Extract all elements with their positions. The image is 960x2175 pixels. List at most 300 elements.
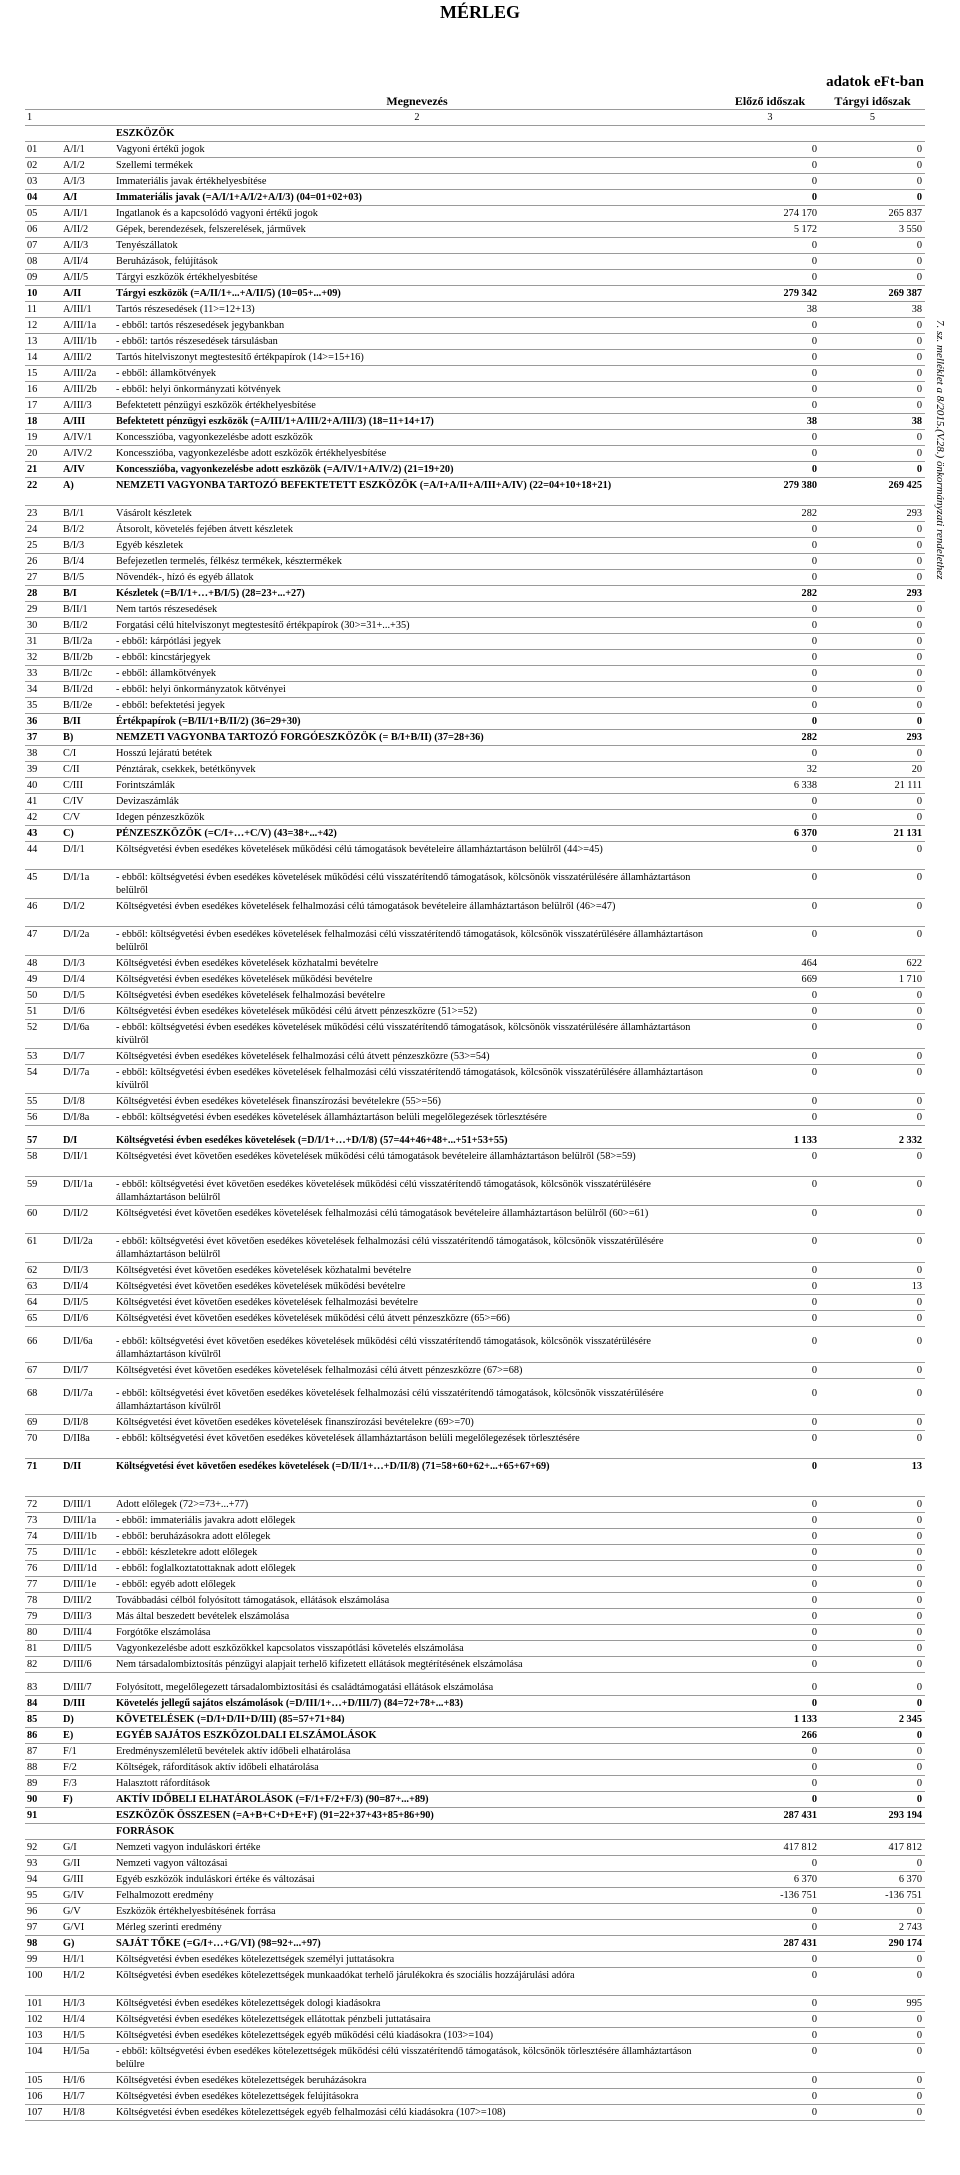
row-code: A/IV/2 — [63, 448, 93, 459]
row-description: Immateriális javak (=A/I/1+A/I/2+A/I/3) (04=01+02+03) — [116, 192, 362, 203]
row-previous-value: 0 — [811, 872, 817, 883]
row-description: Költségvetési évben esedékes kötelezettségek dologi kiadásokra — [116, 1998, 381, 2009]
row-number: 28 — [27, 588, 38, 599]
table-row — [25, 2105, 925, 2121]
row-code: A/III/1 — [63, 304, 92, 315]
row-description: SAJÁT TŐKE (=G/I+…+G/VI) (98=92+...+97) — [116, 1938, 321, 1949]
row-current-value: 0 — [916, 1794, 922, 1805]
row-code: D/III/3 — [63, 1611, 92, 1622]
row-code: D/I/8a — [63, 1112, 90, 1123]
row-code: B) — [63, 732, 74, 743]
row-previous-value: 279 342 — [783, 288, 817, 299]
row-current-value: 0 — [916, 604, 922, 615]
row-current-value — [820, 1824, 925, 1826]
table-row — [25, 1149, 925, 1177]
row-code: H/I/5 — [63, 2030, 85, 2041]
table-row — [25, 2073, 925, 2089]
row-description: Folyósított, megelőlegezett társadalombiztosítási és családtámogatási ellátások elszámolása — [116, 1682, 494, 1693]
header-current-period: Tárgyi időszak — [834, 94, 911, 108]
row-code: D/II — [63, 1461, 82, 1472]
row-description: Költségvetési évet követően esedékes követelések működési célú átvett pénzeszközre (65>=66) — [116, 1313, 510, 1324]
table-row — [25, 1279, 925, 1295]
row-code — [61, 1808, 114, 1810]
row-code: C/III — [63, 780, 84, 791]
table-row — [25, 1593, 925, 1609]
row-previous-value: 287 431 — [783, 1938, 817, 1949]
row-current-value: 3 550 — [898, 224, 922, 235]
table-row — [25, 899, 925, 927]
row-current-value: 0 — [916, 1858, 922, 1869]
row-number: 05 — [27, 208, 38, 219]
table-row — [25, 2089, 925, 2105]
row-current-value: 0 — [916, 352, 922, 363]
table-row — [25, 1952, 925, 1968]
row-description: EGYÉB SAJÁTOS ESZKÖZOLDALI ELSZÁMOLÁSOK — [116, 1730, 377, 1741]
row-number: 90 — [27, 1794, 38, 1805]
row-previous-value: 0 — [811, 448, 817, 459]
row-previous-value: 0 — [811, 716, 817, 727]
row-description: Költségvetési évet követően esedékes követelések közhatalmi bevételre — [116, 1265, 412, 1276]
row-previous-value: 0 — [811, 604, 817, 615]
row-current-value: 0 — [916, 2046, 922, 2057]
row-previous-value: 0 — [811, 1698, 817, 1709]
row-description: Költségvetési évben esedékes követelések felhalmozási célú átvett pénzeszközre (53>=54) — [116, 1051, 490, 1062]
row-previous-value: 0 — [811, 1762, 817, 1773]
row-description: - ebből: költségvetési évet követően esedékes követelések működési célú visszatérítendő támogatások, kölcsönök visszatérülésére államháztartáson belülről — [116, 1179, 651, 1203]
row-number: 95 — [27, 1890, 38, 1901]
table-row — [25, 554, 925, 570]
row-description: Egyéb eszközök induláskori értéke és változásai — [116, 1874, 315, 1885]
row-code: A/I/1 — [63, 144, 85, 155]
row-description: - ebből: költségvetési évet követően esedékes követelések felhalmozási célú visszatérítendő támogatások, kölcsönök visszatérülésére államháztartáson belülről — [116, 1236, 664, 1260]
row-description: NEMZETI VAGYONBA TARTOZÓ FORGÓESZKÖZÖK (= B/I+B/II) (37=28+36) — [116, 732, 484, 743]
row-description: - ebből: beruházásokra adott előlegek — [116, 1531, 271, 1542]
row-description: - ebből: költségvetési évet követően esedékes követelések államháztartáson belüli megelőlegezések törlesztésére — [116, 1433, 580, 1444]
row-code — [61, 1824, 114, 1826]
row-previous-value: 0 — [811, 2046, 817, 2057]
table-row — [25, 730, 925, 746]
row-number: 100 — [27, 1970, 43, 1981]
row-code: G/III — [63, 1874, 84, 1885]
row-number: 11 — [27, 304, 37, 315]
row-description: Halasztott ráfordítások — [116, 1778, 211, 1789]
row-previous-value: 0 — [811, 1595, 817, 1606]
row-number: 82 — [27, 1659, 38, 1670]
row-previous-value: 0 — [811, 1627, 817, 1638]
row-current-value: 0 — [916, 1746, 922, 1757]
table-row — [25, 1920, 925, 1936]
row-code: H/I/6 — [63, 2075, 85, 2086]
row-number: 29 — [27, 604, 38, 615]
row-code: G) — [63, 1938, 75, 1949]
spacer-row — [25, 1379, 925, 1386]
row-code: A) — [63, 480, 74, 491]
row-code: D/II/2a — [63, 1236, 93, 1247]
row-current-value: 290 174 — [888, 1938, 922, 1949]
row-current-value: 0 — [916, 1236, 922, 1247]
table-row — [25, 1996, 925, 2012]
table-row — [25, 1808, 925, 1824]
row-description: Költségvetési évben esedékes követelések (=D/I/1+…+D/I/8) (57=44+46+48+...+51+53+55) — [116, 1135, 508, 1146]
row-current-value: 0 — [916, 990, 922, 1001]
row-previous-value: 0 — [811, 844, 817, 855]
row-current-value: 0 — [916, 1151, 922, 1162]
row-number: 22 — [27, 480, 38, 491]
row-description: Költségvetési évet követően esedékes követelések felhalmozási célú támogatások bevételeire államháztartáson belülről (60>=61) — [116, 1208, 649, 1219]
balance-sheet-table — [25, 94, 925, 2121]
table-row — [25, 318, 925, 334]
column-index-row — [25, 110, 925, 126]
table-row — [25, 1888, 925, 1904]
row-code: D/II/1 — [63, 1151, 89, 1162]
row-description: - ebből: költségvetési évben esedékes követelések államháztartáson belüli megelőlegezések törlesztésére — [116, 1112, 547, 1123]
row-number: 86 — [27, 1730, 38, 1741]
row-previous-value: 0 — [811, 1778, 817, 1789]
row-current-value: 0 — [916, 160, 922, 171]
row-description: Költségvetési évben esedékes követelések felhalmozási célú támogatások bevételeire államháztartáson belülről (46>=47) — [116, 901, 616, 912]
row-previous-value: 0 — [811, 684, 817, 695]
table-row — [25, 2044, 925, 2073]
table-row — [25, 1133, 925, 1149]
row-code: A/III/3 — [63, 400, 92, 411]
row-description: Vagyoni értékű jogok — [116, 144, 205, 155]
row-code: D/I/1 — [63, 844, 85, 855]
table-row — [25, 126, 925, 142]
row-code: A/I — [63, 192, 78, 203]
row-current-value: 0 — [916, 176, 922, 187]
row-code: D/II/1a — [63, 1179, 93, 1190]
row-code: D/II/6 — [63, 1313, 89, 1324]
row-number: 20 — [27, 448, 38, 459]
row-description: Költségvetési évet követően esedékes követelések finanszírozási bevételekre (69>=70) — [116, 1417, 474, 1428]
row-number: 45 — [27, 872, 38, 883]
row-code: B/II — [63, 716, 81, 727]
row-previous-value: 0 — [811, 540, 817, 551]
table-row — [25, 682, 925, 698]
row-current-value — [820, 126, 925, 128]
table-row — [25, 1529, 925, 1545]
row-description: Pénztárak, csekkek, betétkönyvek — [116, 764, 256, 775]
row-code: B/I/3 — [63, 540, 85, 551]
row-previous-value: 464 — [801, 958, 817, 969]
row-current-value: 0 — [916, 400, 922, 411]
row-previous-value: 0 — [811, 1858, 817, 1869]
row-code: C/IV — [63, 796, 84, 807]
row-current-value: 0 — [916, 432, 922, 443]
row-description: Költségvetési évben esedékes kötelezettségek ellátottak pénzbeli juttatásaira — [116, 2014, 431, 2025]
row-number: 47 — [27, 929, 38, 940]
row-description: Költségvetési évben esedékes kötelezettségek munkaadókat terhelő járulékokra és szociális hozzájárulási adóra — [116, 1970, 575, 1981]
row-previous-value: 417 812 — [783, 1842, 817, 1853]
row-previous-value: 0 — [811, 432, 817, 443]
row-description: Forgatási célú hitelviszonyt megtestesítő értékpapírok (30>=31+...+35) — [116, 620, 410, 631]
table-row — [25, 1459, 925, 1497]
row-previous-value — [720, 1824, 820, 1826]
row-current-value: 0 — [916, 2075, 922, 2086]
row-previous-value: 0 — [811, 256, 817, 267]
row-code: D/III/5 — [63, 1643, 92, 1654]
row-previous-value: 0 — [811, 1643, 817, 1654]
row-previous-value: 0 — [811, 384, 817, 395]
row-current-value: 0 — [916, 144, 922, 155]
row-number: 13 — [27, 336, 38, 347]
row-previous-value: 0 — [811, 1417, 817, 1428]
row-code: G/I — [63, 1842, 77, 1853]
table-row — [25, 462, 925, 478]
row-code: B/II/2 — [63, 620, 88, 631]
row-current-value: 0 — [916, 448, 922, 459]
row-current-value: 0 — [916, 464, 922, 475]
row-number: 12 — [27, 320, 38, 331]
table-row — [25, 1657, 925, 1673]
row-description: - ebből: államkötvények — [116, 668, 217, 679]
row-current-value: 0 — [916, 1730, 922, 1741]
row-description: Értékpapírok (=B/II/1+B/II/2) (36=29+30) — [116, 716, 301, 727]
row-current-value: 1 710 — [898, 974, 922, 985]
row-description: Költségvetési évet követően esedékes követelések működési bevételre — [116, 1281, 406, 1292]
row-code: C/V — [63, 812, 81, 823]
row-previous-value: 0 — [811, 1531, 817, 1542]
table-row — [25, 1680, 925, 1696]
row-description: Szellemi termékek — [116, 160, 193, 171]
row-code: A/II/4 — [63, 256, 89, 267]
row-code: B/I/5 — [63, 572, 85, 583]
row-current-value: 0 — [916, 2107, 922, 2118]
row-code: D/I/7 — [63, 1051, 85, 1062]
table-row — [25, 1497, 925, 1513]
row-description: Koncesszióba, vagyonkezelésbe adott eszközök (=A/IV/1+A/IV/2) (21=19+20) — [116, 464, 454, 475]
row-description: Költségvetési évet követően esedékes követelések működési célú támogatások bevételeire államháztartáson belülről (58>=59) — [116, 1151, 636, 1162]
row-description: - ebből: költségvetési évet követően esedékes követelések működési célú visszatérítendő támogatások, kölcsönök visszatérülésére államháztartáson kívülről — [116, 1336, 651, 1360]
row-previous-value: 0 — [811, 2030, 817, 2041]
row-number: 93 — [27, 1858, 38, 1869]
table-row — [25, 366, 925, 382]
row-current-value: 0 — [916, 1208, 922, 1219]
row-previous-value: 0 — [811, 2014, 817, 2025]
row-current-value: 38 — [911, 304, 922, 315]
table-row — [25, 842, 925, 870]
row-number: 44 — [27, 844, 38, 855]
row-number — [25, 1824, 61, 1826]
table-row — [25, 1696, 925, 1712]
annex-note: 7. sz. melléklet a 8/2015.(V.28.) önkormányzati rendelethez — [934, 320, 946, 580]
table-row — [25, 446, 925, 462]
table-row — [25, 1020, 925, 1049]
row-current-value: 0 — [916, 1179, 922, 1190]
row-previous-value: 0 — [811, 929, 817, 940]
row-description: Költségvetési évben esedékes kötelezettségek személyi juttatásokra — [116, 1954, 395, 1965]
row-code: D/II8a — [63, 1433, 90, 1444]
row-code: D/III/6 — [63, 1659, 92, 1670]
row-number: 51 — [27, 1006, 38, 1017]
row-code: D/I/2 — [63, 901, 85, 912]
row-description: Költségek, ráfordítások aktív időbeli elhatárolása — [116, 1762, 319, 1773]
row-number: 03 — [27, 176, 38, 187]
row-number: 63 — [27, 1281, 38, 1292]
row-previous-value: 32 — [806, 764, 817, 775]
row-description: Befektetett pénzügyi eszközök (=A/III/1+A/III/2+A/III/3) (18=11+14+17) — [116, 416, 434, 427]
row-description: - ebből: tartós részesedések jegybankban — [116, 320, 285, 331]
row-code: H/I/2 — [63, 1970, 85, 1981]
row-description: Költségvetési évben esedékes kötelezettségek beruházásokra — [116, 2075, 367, 2086]
row-description: Követelés jellegű sajátos elszámolások (=D/III/1+…+D/III/7) (84=72+78+...+83) — [116, 1698, 464, 1709]
row-previous-value: 0 — [811, 1906, 817, 1917]
index-code — [61, 110, 114, 112]
row-current-value: 20 — [911, 764, 922, 775]
table-body — [25, 126, 925, 2121]
table-row — [25, 1968, 925, 1996]
row-previous-value: 38 — [806, 304, 817, 315]
row-number: 87 — [27, 1746, 38, 1757]
row-current-value: 0 — [916, 1682, 922, 1693]
row-number: 14 — [27, 352, 38, 363]
row-previous-value: 0 — [811, 1051, 817, 1062]
row-number: 09 — [27, 272, 38, 283]
table-row — [25, 522, 925, 538]
table-row — [25, 506, 925, 522]
row-previous-value: 0 — [811, 796, 817, 807]
row-current-value: 269 387 — [888, 288, 922, 299]
row-current-value: 0 — [916, 1022, 922, 1033]
row-code: B/I — [63, 588, 77, 599]
row-number: 18 — [27, 416, 38, 427]
row-description: Költségvetési évet követően esedékes követelések felhalmozási bevételre — [116, 1297, 418, 1308]
row-description: Nemzeti vagyon induláskori értéke — [116, 1842, 261, 1853]
row-previous-value: 0 — [811, 1365, 817, 1376]
row-number: 54 — [27, 1067, 38, 1078]
row-previous-value: 0 — [811, 272, 817, 283]
row-number: 48 — [27, 958, 38, 969]
row-number: 17 — [27, 400, 38, 411]
row-description: Költségvetési évben esedékes követelések működési célú átvett pénzeszközre (51>=52) — [116, 1006, 478, 1017]
table-row — [25, 1004, 925, 1020]
row-previous-value: 0 — [811, 1313, 817, 1324]
row-code: D/III/1b — [63, 1531, 97, 1542]
row-previous-value: 0 — [811, 556, 817, 567]
table-row — [25, 570, 925, 586]
index-name: 2 — [414, 112, 420, 123]
row-code: D/I/6a — [63, 1022, 90, 1033]
row-current-value: 0 — [916, 1531, 922, 1542]
row-description: Tárgyi eszközök értékhelyesbítése — [116, 272, 258, 283]
row-current-value: 0 — [916, 384, 922, 395]
row-previous-value: 0 — [811, 1659, 817, 1670]
table-row — [25, 618, 925, 634]
row-previous-value: 669 — [801, 974, 817, 985]
row-code: A/I/2 — [63, 160, 85, 171]
row-previous-value: 279 380 — [783, 480, 817, 491]
row-previous-value: 0 — [811, 524, 817, 535]
row-number: 76 — [27, 1563, 38, 1574]
row-previous-value: 0 — [811, 636, 817, 647]
row-number: 07 — [27, 240, 38, 251]
row-current-value: 0 — [916, 1906, 922, 1917]
table-row — [25, 634, 925, 650]
row-current-value: 0 — [916, 1096, 922, 1107]
table-row — [25, 826, 925, 842]
row-current-value: 622 — [906, 958, 922, 969]
row-number: 80 — [27, 1627, 38, 1638]
row-previous-value: 282 — [801, 732, 817, 743]
row-current-value: 0 — [916, 368, 922, 379]
row-number: 42 — [27, 812, 38, 823]
table-row — [25, 810, 925, 826]
row-previous-value: 0 — [811, 1461, 817, 1472]
row-previous-value: 0 — [811, 748, 817, 759]
row-number: 15 — [27, 368, 38, 379]
table-row — [25, 927, 925, 956]
table-row — [25, 972, 925, 988]
row-description: Készletek (=B/I/1+…+B/I/5) (28=23+...+27) — [116, 588, 305, 599]
table-row — [25, 956, 925, 972]
row-description: Ingatlanok és a kapcsolódó vagyoni értékű jogok — [116, 208, 318, 219]
table-row — [25, 302, 925, 318]
row-code: B/II/2b — [63, 652, 93, 663]
row-code: F/2 — [63, 1762, 77, 1773]
row-code: H/I/5a — [63, 2046, 90, 2057]
column-header-row — [25, 94, 925, 110]
row-number: 66 — [27, 1336, 38, 1347]
row-current-value: -136 751 — [885, 1890, 922, 1901]
row-previous-value: 282 — [801, 508, 817, 519]
row-code: B/II/2e — [63, 700, 93, 711]
table-row — [25, 988, 925, 1004]
row-description: Tartós részesedések (11>=12+13) — [116, 304, 255, 315]
row-current-value: 0 — [916, 844, 922, 855]
row-description: - ebből: kincstárjegyek — [116, 652, 211, 663]
row-number: 01 — [27, 144, 38, 155]
row-description: FORRÁSOK — [116, 1826, 175, 1837]
row-current-value: 0 — [916, 812, 922, 823]
row-previous-value: 274 170 — [783, 208, 817, 219]
row-number: 23 — [27, 508, 38, 519]
row-current-value: 0 — [916, 2030, 922, 2041]
row-number: 38 — [27, 748, 38, 759]
row-description: Növendék-, hízó és egyéb állatok — [116, 572, 254, 583]
row-number: 08 — [27, 256, 38, 267]
row-previous-value: 0 — [811, 1236, 817, 1247]
row-current-value: 0 — [916, 1433, 922, 1444]
row-current-value: 0 — [916, 652, 922, 663]
table-row — [25, 478, 925, 506]
table-row — [25, 1094, 925, 1110]
table-row — [25, 222, 925, 238]
row-current-value: 995 — [906, 1998, 922, 2009]
row-code: D/III/4 — [63, 1627, 92, 1638]
row-description: - ebből: költségvetési évben esedékes követelések felhalmozási célú visszatérítendő támogatások, kölcsönök visszatérülésére államháztartáson belülről — [116, 929, 703, 953]
row-code: D/I/6 — [63, 1006, 85, 1017]
row-number: 39 — [27, 764, 38, 775]
row-code: H/I/1 — [63, 1954, 85, 1965]
row-previous-value: 0 — [811, 2107, 817, 2118]
row-number: 107 — [27, 2107, 43, 2118]
row-current-value: 0 — [916, 240, 922, 251]
table-row — [25, 1641, 925, 1657]
row-current-value: 21 131 — [893, 828, 922, 839]
row-code: G/VI — [63, 1922, 85, 1933]
row-description: Nem társadalombiztosítás pénzügyi alapjait terhelő kifizetett ellátások megtérítésének elszámolása — [116, 1659, 523, 1670]
table-row — [25, 206, 925, 222]
row-previous-value: 0 — [811, 160, 817, 171]
row-previous-value: 0 — [811, 1067, 817, 1078]
row-number: 58 — [27, 1151, 38, 1162]
row-description: Költségvetési évben esedékes követelések felhalmozási bevételre — [116, 990, 386, 1001]
row-description: - ebből: költségvetési évben esedékes követelések működési célú visszatérítendő támogatások, kölcsönök visszatérülésére államháztartáson belülről — [116, 872, 691, 896]
row-description: - ebből: költségvetési évben esedékes kötelezettségek működési célú visszatérítendő támogatások, kölcsönök törlesztésére államháztartáson belülre — [116, 2046, 692, 2070]
row-description: Nemzeti vagyon változásai — [116, 1858, 228, 1869]
row-current-value: 0 — [916, 668, 922, 679]
row-current-value: 269 425 — [888, 480, 922, 491]
